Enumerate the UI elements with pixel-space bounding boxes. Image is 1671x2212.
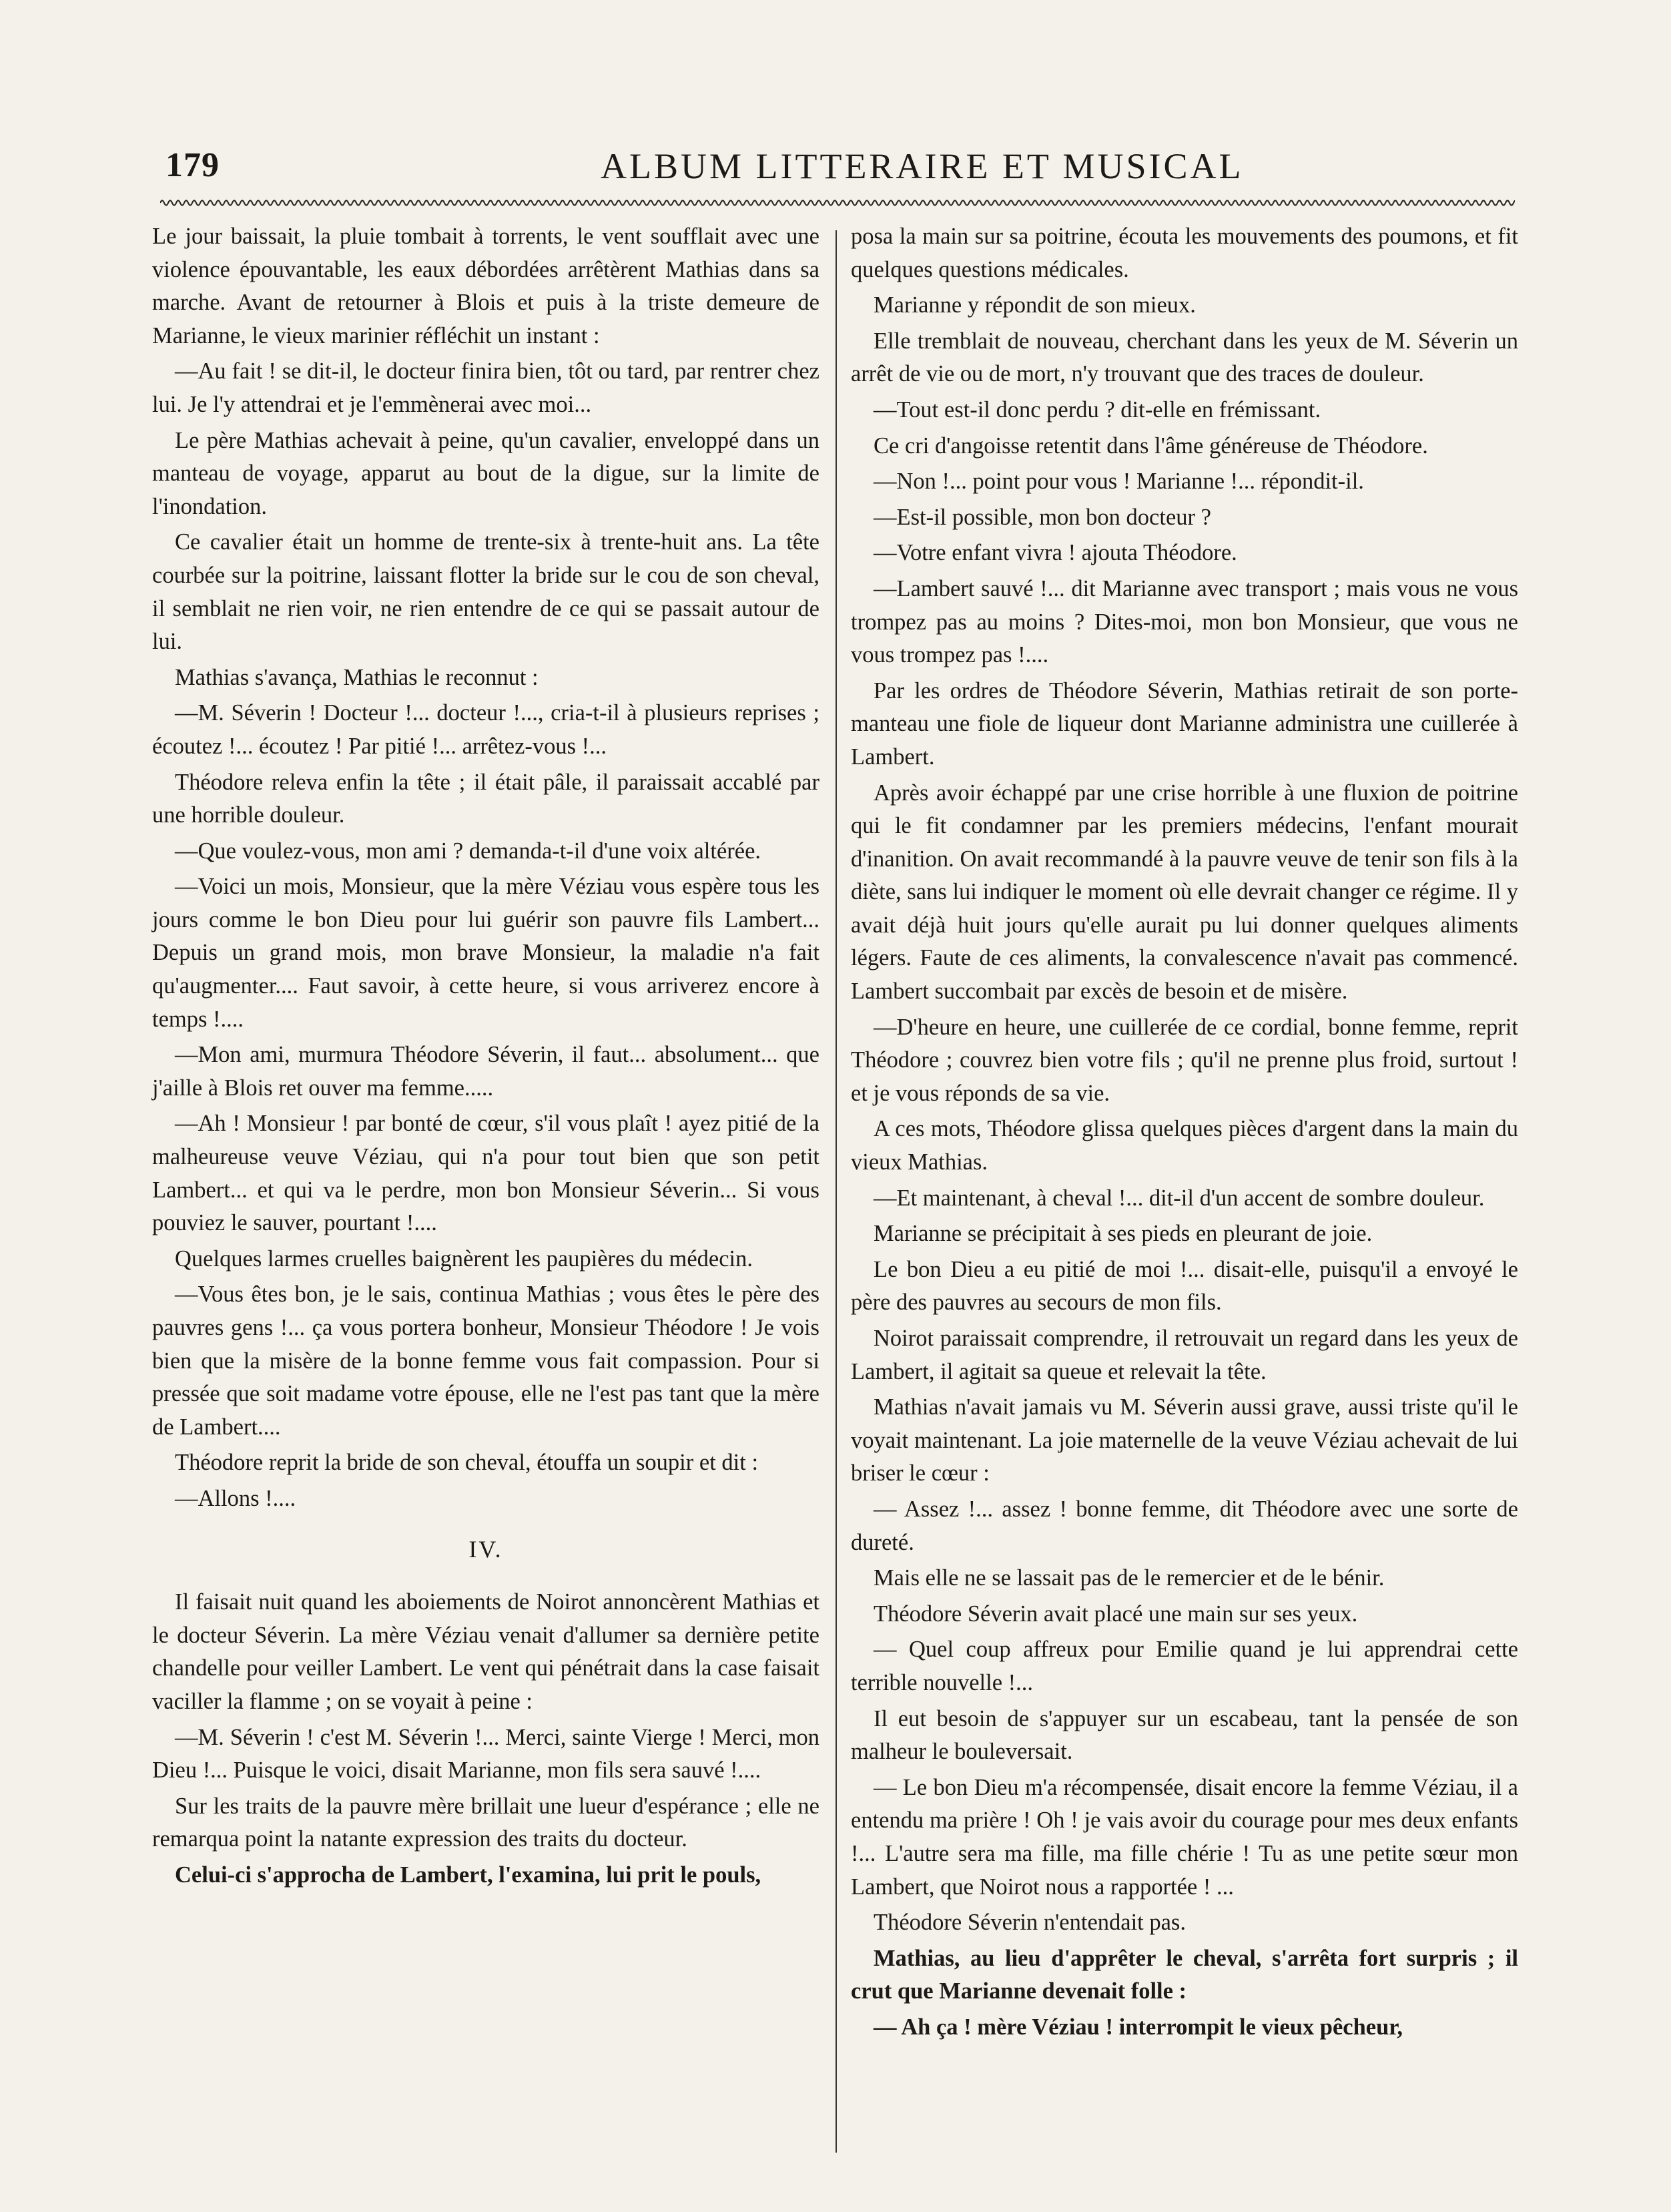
column-rule xyxy=(836,230,837,2153)
paragraph: —D'heure en heure, une cuillerée de ce cordial, bonne femme, reprit Théodore ; couvrez bien votre fils ; qu'il ne prenne plus froid, surtout ! et je vous réponds de sa vie. xyxy=(851,1014,1518,1106)
paragraph: Le bon Dieu a eu pitié de moi !... disait-elle, puisqu'il a envoyé le père des pauvres au secours de mon fils. xyxy=(851,1256,1518,1316)
paragraph: —Lambert sauvé !... dit Marianne avec transport ; mais vous ne vous trompez pas au moins ? Dites-moi, mon bon Monsieur, que vous ne vous trompez pas !.... xyxy=(851,575,1518,668)
paragraph: Théodore Séverin n'entendait pas. xyxy=(874,1910,1186,1936)
paragraph: —Non !... point pour vous ! Marianne !... répondit-il. xyxy=(874,469,1364,495)
paragraph: —Ah ! Monsieur ! par bonté de cœur, s'il vous plaît ! ayez pitié de la malheureuse veuve Véziau, qui n'a pour tout bien que son petit Lambert... et qui va le perdre, mon bon Monsieur Séverin... Si vous pouviez le sauver, pourtant !.... xyxy=(152,1111,819,1236)
header-wavy-rule xyxy=(160,196,1515,210)
paragraph: —Est-il possible, mon bon docteur ? xyxy=(874,504,1211,530)
left-paragraphs xyxy=(152,220,819,1516)
paragraph: —Vous êtes bon, je le sais, continua Mathias ; vous êtes le père des pauvres gens !... ça vous portera bonheur, Monsieur Théodore ! Je vois bien que la misère de la bonne femme vous fait compassion. Pour si pressée que soit madame votre épouse, elle ne l'est pas tant que la mère de Lambert.... xyxy=(152,1282,819,1440)
left-column xyxy=(152,220,819,1895)
paragraph: Le jour baissait, la pluie tombait à torrents, le vent soufflait avec une violence épouvantable, les eaux débordées arrêtèrent Mathias dans sa marche. Avant de retourner à Blois et puis à la triste demeure de Marianne, le vieux marinier réfléchit un instant : xyxy=(152,224,819,348)
page-number: 179 xyxy=(165,146,220,184)
paragraph: Il faisait nuit quand les aboiements de Noirot annoncèrent Mathias et le docteur Séverin. La mère Véziau venait d'allumer sa dernière petite chandelle pour veiller Lambert. Le vent qui pénétrait dans la case faisait vaciller la flamme ; on se voyait à peine : xyxy=(152,1589,819,1714)
page-header xyxy=(160,140,1522,194)
paragraph: Mathias s'avança, Mathias le reconnut : xyxy=(175,664,539,690)
paragraph: Théodore reprit la bride de son cheval, étouffa un soupir et dit : xyxy=(175,1450,759,1476)
paragraph: Ce cri d'angoisse retentit dans l'âme généreuse de Théodore. xyxy=(874,433,1428,459)
section-paragraphs xyxy=(152,1586,819,1892)
paragraph: — Ah ça ! mère Véziau ! interrompit le vieux pêcheur, xyxy=(874,2014,1403,2040)
section-heading: IV. xyxy=(468,1535,503,1563)
paragraph: —Au fait ! se dit-il, le docteur finira bien, tôt ou tard, par rentrer chez lui. Je l'y attendrai et je l'emmènerai avec moi... xyxy=(152,358,819,417)
paragraph: Théodore releva enfin la tête ; il était pâle, il paraissait accablé par une horrible douleur. xyxy=(152,769,819,828)
paragraph: Le père Mathias achevait à peine, qu'un cavalier, enveloppé dans un manteau de voyage, apparut au bout de la digue, sur la limite de l'inondation. xyxy=(152,427,819,519)
paragraph: Mathias, au lieu d'apprêter le cheval, s'arrêta fort surpris ; il crut que Marianne devenait folle : xyxy=(851,1945,1518,2004)
paragraph: Elle tremblait de nouveau, cherchant dans les yeux de M. Séverin un arrêt de vie ou de mort, n'y trouvant que des traces de douleur. xyxy=(851,328,1518,387)
paragraph: Théodore Séverin avait placé une main sur ses yeux. xyxy=(874,1601,1358,1627)
paragraph: — Le bon Dieu m'a récompensée, disait encore la femme Véziau, il a entendu ma prière ! Oh ! je vais avoir du courage pour mes deux enfants !... L'autre sera ma fille, ma fille chérie ! Tu as une petite sœur mon Lambert, que Noirot nous a rapportée ! ... xyxy=(851,1774,1518,1900)
paragraph: —Allons !.... xyxy=(175,1485,296,1511)
paragraph: Noirot paraissait comprendre, il retrouvait un regard dans les yeux de Lambert, il agitait sa queue et relevait la tête. xyxy=(851,1326,1518,1384)
running-title: ALBUM LITTERAIRE ET MUSICAL xyxy=(601,146,1244,186)
paragraph: Mathias n'avait jamais vu M. Séverin aussi grave, aussi triste qu'il le voyait maintenant. La joie maternelle de la veuve Véziau achevait de lui briser le cœur : xyxy=(851,1394,1518,1486)
paragraph: — Assez !... assez ! bonne femme, dit Théodore avec une sorte de dureté. xyxy=(851,1496,1518,1555)
paragraph: Celui-ci s'approcha de Lambert, l'examina, lui prit le pouls, xyxy=(175,1862,761,1888)
paragraph: —M. Séverin ! c'est M. Séverin !... Merci, sainte Vierge ! Merci, mon Dieu !... Puisque le voici, disait Marianne, mon fils sera sauvé !.... xyxy=(152,1724,819,1783)
paragraph: Il eut besoin de s'appuyer sur un escabeau, tant la pensée de son malheur le bouleversait. xyxy=(851,1705,1518,1765)
paragraph: —Mon ami, murmura Théodore Séverin, il faut... absolument... que j'aille à Blois ret ouver ma femme..... xyxy=(152,1042,819,1101)
paragraph: A ces mots, Théodore glissa quelques pièces d'argent dans la main du vieux Mathias. xyxy=(851,1116,1518,1175)
paragraph: —Voici un mois, Monsieur, que la mère Véziau vous espère tous les jours comme le bon Dieu pour lui guérir son pauvre fils Lambert... Depuis un grand mois, mon brave Monsieur, la maladie n'a fait qu'augmenter.... Faut savoir, à cette heure, si vous arriverez encore à temps !.... xyxy=(152,874,819,1032)
paragraph: Quelques larmes cruelles baignèrent les paupières du médecin. xyxy=(175,1246,753,1272)
paragraph: Sur les traits de la pauvre mère brillait une lueur d'espérance ; elle ne remarqua point la natante expression des traits du docteur. xyxy=(152,1793,819,1852)
paragraph: —M. Séverin ! Docteur !... docteur !..., cria-t-il à plusieurs reprises ; écoutez !... écoutez ! Par pitié !... arrêtez-vous !... xyxy=(152,700,819,759)
paragraph: Après avoir échappé par une crise horrible à une fluxion de poitrine qui le fit condamner par les premiers médecins, l'enfant mourait d'inanition. On avait recommandé à la pauvre veuve de tenir son fils à la diète, sans lui indiquer le moment où elle devrait changer ce régime. Il y avait déjà huit jours qu'elle aurait pu lui donner quelques aliments légers. Faute de ces aliments, la convalescence n'avait pas commencé. Lambert succombait par excès de besoin et de misère. xyxy=(851,780,1518,1005)
paragraph: — Quel coup affreux pour Emilie quand je lui apprendrai cette terrible nouvelle !... xyxy=(851,1637,1518,1695)
right-column xyxy=(851,220,1518,2046)
paragraph: —Que voulez-vous, mon ami ? demanda-t-il d'une voix altérée. xyxy=(175,838,761,864)
paragraph: posa la main sur sa poitrine, écouta les mouvements des poumons, et fit quelques questions médicales. xyxy=(851,224,1518,282)
paragraph: —Votre enfant vivra ! ajouta Théodore. xyxy=(874,540,1237,566)
paragraph: Ce cavalier était un homme de trente-six à trente-huit ans. La tête courbée sur la poitrine, laissant flotter la bride sur le cou de son cheval, il semblait ne rien voir, ne rien entendre de ce qui se passait autour de lui. xyxy=(152,529,819,655)
paragraph: Marianne se précipitait à ses pieds en pleurant de joie. xyxy=(874,1221,1373,1247)
paragraph: Mais elle ne se lassait pas de le remercier et de le bénir. xyxy=(874,1565,1385,1591)
paragraph: Par les ordres de Théodore Séverin, Mathias retirait de son porte-manteau une fiole de liqueur dont Marianne administra une cuillerée à Lambert. xyxy=(851,677,1518,770)
paragraph: —Tout est-il donc perdu ? dit-elle en frémissant. xyxy=(874,396,1321,423)
paragraph: —Et maintenant, à cheval !... dit-il d'un accent de sombre douleur. xyxy=(874,1185,1485,1211)
paragraph: Marianne y répondit de son mieux. xyxy=(874,292,1196,318)
